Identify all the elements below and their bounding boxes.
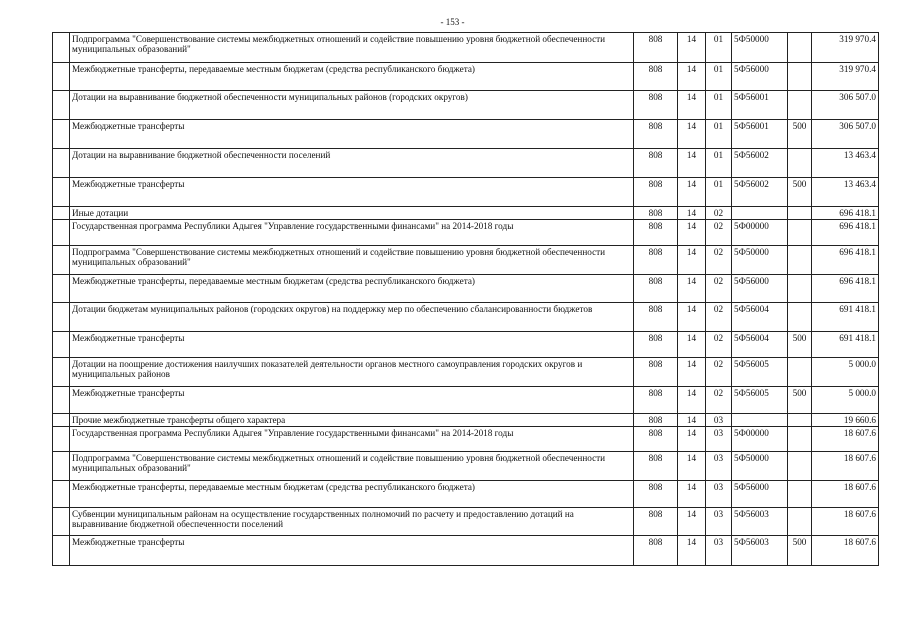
subsection-code-cell: 02 [706,358,732,387]
subsection-code-cell: 01 [706,91,732,120]
table-row [53,178,879,207]
amount-cell: 19 660.6 [812,414,879,427]
expense-type-cell [788,303,812,332]
target-article-cell: 5Ф56000 [732,275,788,303]
section-code-cell: 14 [678,481,706,508]
section-code-cell: 14 [678,63,706,91]
target-article-cell: 5Ф56004 [732,332,788,358]
section-code-cell: 14 [678,303,706,332]
amount-cell: 18 607.6 [812,452,879,481]
table-row [53,246,879,275]
table-row [53,536,879,566]
item-name-cell: Дотации бюджетам муниципальных районов (городских округов) на поддержку мер по обеспечению сбалансированности бюджетов [70,303,634,332]
row-margin-cell [53,387,70,414]
item-name-cell: Государственная программа Республики Адыгея "Управление государственными финансами" на 2014-2018 годы [70,427,634,452]
target-article-cell: 5Ф00000 [732,220,788,246]
row-margin-cell [53,358,70,387]
ministry-code-cell: 808 [634,332,678,358]
table-row [53,275,879,303]
ministry-code-cell: 808 [634,33,678,63]
ministry-code-cell: 808 [634,303,678,332]
ministry-code-cell: 808 [634,536,678,566]
row-margin-cell [53,120,70,149]
ministry-code-cell: 808 [634,120,678,149]
table-row [53,387,879,414]
item-name-cell: Межбюджетные трансферты, передаваемые местным бюджетам (средства республиканского бюджета) [70,275,634,303]
row-margin-cell [53,332,70,358]
target-article-cell: 5Ф56001 [732,91,788,120]
amount-cell: 5 000.0 [812,358,879,387]
target-article-cell [732,414,788,427]
target-article-cell: 5Ф56004 [732,303,788,332]
expense-type-cell [788,63,812,91]
table-row [53,427,879,452]
expense-type-cell: 500 [788,387,812,414]
expense-type-cell [788,452,812,481]
table-row [53,481,879,508]
row-margin-cell [53,536,70,566]
amount-cell: 319 970.4 [812,63,879,91]
ministry-code-cell: 808 [634,91,678,120]
target-article-cell: 5Ф50000 [732,452,788,481]
expense-type-cell [788,358,812,387]
section-code-cell: 14 [678,452,706,481]
section-code-cell: 14 [678,536,706,566]
section-code-cell: 14 [678,120,706,149]
expense-type-cell [788,220,812,246]
subsection-code-cell: 03 [706,414,732,427]
amount-cell: 696 418.1 [812,246,879,275]
amount-cell: 18 607.6 [812,427,879,452]
row-margin-cell [53,452,70,481]
amount-cell: 691 418.1 [812,332,879,358]
item-name-cell: Межбюджетные трансферты [70,387,634,414]
row-margin-cell [53,303,70,332]
amount-cell: 18 607.6 [812,508,879,536]
target-article-cell: 5Ф56002 [732,149,788,178]
ministry-code-cell: 808 [634,220,678,246]
subsection-code-cell: 03 [706,452,732,481]
amount-cell: 319 970.4 [812,33,879,63]
table-row [53,358,879,387]
expense-type-cell [788,275,812,303]
ministry-code-cell: 808 [634,275,678,303]
target-article-cell: 5Ф56002 [732,178,788,207]
table-row [53,332,879,358]
item-name-cell: Иные дотации [70,207,634,220]
row-margin-cell [53,481,70,508]
table-row [53,91,879,120]
subsection-code-cell: 02 [706,207,732,220]
subsection-code-cell: 01 [706,120,732,149]
expense-type-cell [788,149,812,178]
subsection-code-cell: 01 [706,33,732,63]
section-code-cell: 14 [678,178,706,207]
row-margin-cell [53,207,70,220]
amount-cell: 691 418.1 [812,303,879,332]
item-name-cell: Межбюджетные трансферты, передаваемые местным бюджетам (средства республиканского бюджета) [70,63,634,91]
table-row [53,120,879,149]
amount-cell: 5 000.0 [812,387,879,414]
subsection-code-cell: 02 [706,332,732,358]
amount-cell: 13 463.4 [812,149,879,178]
section-code-cell: 14 [678,275,706,303]
target-article-cell: 5Ф56000 [732,63,788,91]
amount-cell: 696 418.1 [812,207,879,220]
table-row [53,220,879,246]
expense-type-cell [788,427,812,452]
ministry-code-cell: 808 [634,178,678,207]
amount-cell: 696 418.1 [812,275,879,303]
target-article-cell: 5Ф50000 [732,246,788,275]
table-row [53,452,879,481]
item-name-cell: Субвенции муниципальным районам на осуществление государственных полномочий по расчету и предоставлению дотаций на выравнивание бюджетной обеспеченности поселений [70,508,634,536]
amount-cell: 696 418.1 [812,220,879,246]
table-row [53,33,879,63]
target-article-cell: 5Ф50000 [732,33,788,63]
section-code-cell: 14 [678,387,706,414]
table-row [53,207,879,220]
subsection-code-cell: 02 [706,275,732,303]
expense-type-cell [788,481,812,508]
row-margin-cell [53,414,70,427]
item-name-cell: Подпрограмма "Совершенствование системы межбюджетных отношений и содействие повышению уровня бюджетной обеспеченности муниципальных образований" [70,452,634,481]
item-name-cell: Межбюджетные трансферты [70,178,634,207]
ministry-code-cell: 808 [634,358,678,387]
row-margin-cell [53,91,70,120]
item-name-cell: Межбюджетные трансферты [70,332,634,358]
section-code-cell: 14 [678,149,706,178]
section-code-cell: 14 [678,207,706,220]
ministry-code-cell: 808 [634,149,678,178]
target-article-cell: 5Ф00000 [732,427,788,452]
expense-type-cell [788,414,812,427]
section-code-cell: 14 [678,332,706,358]
row-margin-cell [53,246,70,275]
ministry-code-cell: 808 [634,63,678,91]
subsection-code-cell: 01 [706,63,732,91]
table-row [53,414,879,427]
item-name-cell: Дотации на выравнивание бюджетной обеспеченности поселений [70,149,634,178]
item-name-cell: Прочие межбюджетные трансферты общего характера [70,414,634,427]
section-code-cell: 14 [678,427,706,452]
section-code-cell: 14 [678,246,706,275]
item-name-cell: Подпрограмма "Совершенствование системы межбюджетных отношений и содействие повышению уровня бюджетной обеспеченности муниципальных образований" [70,246,634,275]
item-name-cell: Межбюджетные трансферты, передаваемые местным бюджетам (средства республиканского бюджета) [70,481,634,508]
ministry-code-cell: 808 [634,246,678,275]
subsection-code-cell: 03 [706,427,732,452]
item-name-cell: Подпрограмма "Совершенствование системы межбюджетных отношений и содействие повышению уровня бюджетной обеспеченности муниципальных образований" [70,33,634,63]
row-margin-cell [53,427,70,452]
subsection-code-cell: 01 [706,178,732,207]
target-article-cell: 5Ф56005 [732,358,788,387]
item-name-cell: Межбюджетные трансферты [70,536,634,566]
amount-cell: 306 507.0 [812,91,879,120]
table-row [53,63,879,91]
row-margin-cell [53,178,70,207]
subsection-code-cell: 03 [706,481,732,508]
row-margin-cell [53,508,70,536]
row-margin-cell [53,63,70,91]
item-name-cell: Дотации на поощрение достижения наилучших показателей деятельности органов местного самоуправления городских округов и муниципальных районов [70,358,634,387]
expense-type-cell: 500 [788,536,812,566]
expense-type-cell [788,207,812,220]
ministry-code-cell: 808 [634,387,678,414]
row-margin-cell [53,275,70,303]
subsection-code-cell: 02 [706,246,732,275]
ministry-code-cell: 808 [634,481,678,508]
target-article-cell: 5Ф56003 [732,508,788,536]
section-code-cell: 14 [678,33,706,63]
expense-type-cell: 500 [788,120,812,149]
section-code-cell: 14 [678,358,706,387]
ministry-code-cell: 808 [634,452,678,481]
subsection-code-cell: 02 [706,303,732,332]
target-article-cell: 5Ф56000 [732,481,788,508]
ministry-code-cell: 808 [634,207,678,220]
ministry-code-cell: 808 [634,508,678,536]
row-margin-cell [53,220,70,246]
target-article-cell: 5Ф56003 [732,536,788,566]
item-name-cell: Межбюджетные трансферты [70,120,634,149]
subsection-code-cell: 02 [706,220,732,246]
expense-type-cell [788,508,812,536]
amount-cell: 18 607.6 [812,536,879,566]
row-margin-cell [53,149,70,178]
section-code-cell: 14 [678,508,706,536]
subsection-code-cell: 03 [706,536,732,566]
ministry-code-cell: 808 [634,427,678,452]
section-code-cell: 14 [678,220,706,246]
subsection-code-cell: 02 [706,387,732,414]
section-code-cell: 14 [678,414,706,427]
page-number: - 153 - [440,17,465,27]
row-margin-cell [53,33,70,63]
target-article-cell: 5Ф56005 [732,387,788,414]
item-name-cell: Государственная программа Республики Адыгея "Управление государственными финансами" на 2014-2018 годы [70,220,634,246]
subsection-code-cell: 03 [706,508,732,536]
expense-type-cell [788,246,812,275]
section-code-cell: 14 [678,91,706,120]
table-row [53,508,879,536]
table-row [53,149,879,178]
budget-table [52,32,879,566]
amount-cell: 13 463.4 [812,178,879,207]
table-row [53,303,879,332]
target-article-cell: 5Ф56001 [732,120,788,149]
item-name-cell: Дотации на выравнивание бюджетной обеспеченности муниципальных районов (городских округов) [70,91,634,120]
target-article-cell [732,207,788,220]
amount-cell: 18 607.6 [812,481,879,508]
expense-type-cell [788,91,812,120]
ministry-code-cell: 808 [634,414,678,427]
amount-cell: 306 507.0 [812,120,879,149]
expense-type-cell [788,33,812,63]
expense-type-cell: 500 [788,178,812,207]
subsection-code-cell: 01 [706,149,732,178]
budget-table-body [53,33,879,566]
expense-type-cell: 500 [788,332,812,358]
